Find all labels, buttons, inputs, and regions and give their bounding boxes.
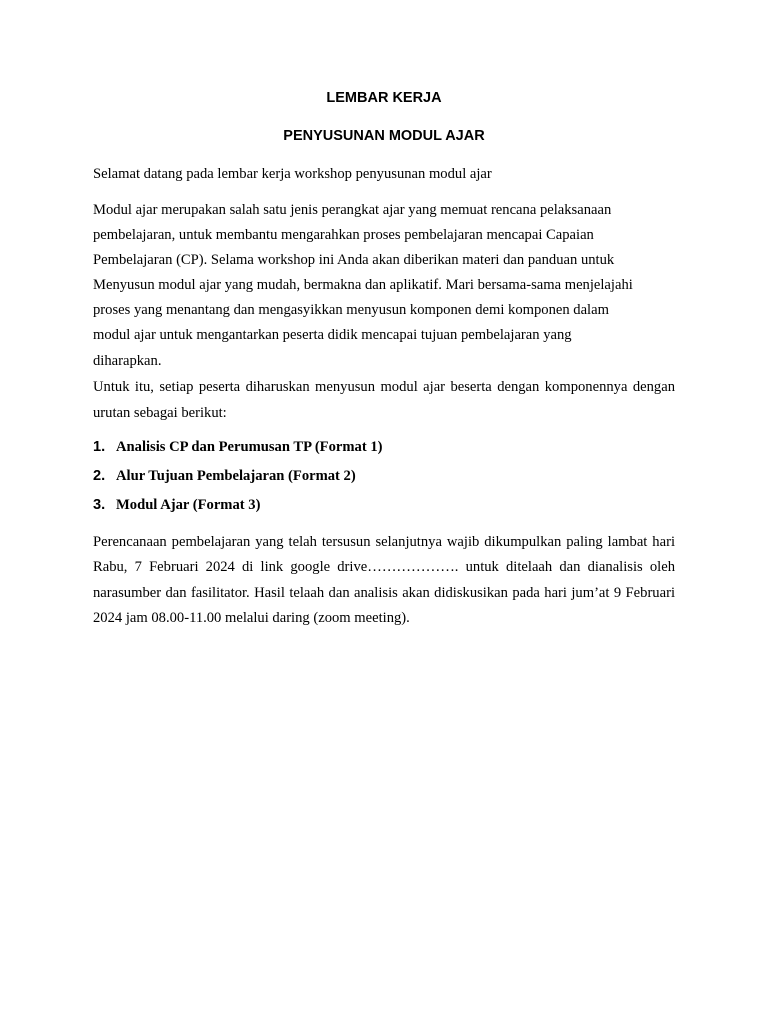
- welcome-paragraph: Selamat datang pada lembar kerja workshop penyusunan modul ajar: [93, 166, 492, 182]
- format-label: Analisis CP dan Perumusan TP (Format 1): [116, 439, 383, 455]
- format-label: Modul Ajar (Format 3): [116, 497, 261, 513]
- intro-line: diharapkan.: [93, 352, 162, 369]
- instruction-paragraph: Untuk itu, setiap peserta diharuskan menyusun modul ajar beserta dengan komponennya dengan urutan sebagai berikut:: [93, 379, 675, 421]
- intro-line: Modul ajar merupakan salah satu jenis perangkat ajar yang memuat rencana pelaksanaan: [93, 202, 612, 218]
- intro-line: modul ajar untuk mengantarkan peserta didik mencapai tujuan pembelajaran yang: [93, 327, 572, 344]
- format-list-item: [93, 494, 675, 523]
- list-number: 2.: [93, 468, 106, 484]
- list-number: 1.: [93, 439, 106, 455]
- intro-line: Menyusun modul ajar yang mudah, bermakna dan aplikatif. Mari bersama-sama menjelajahi: [93, 277, 633, 294]
- format-list-item: [93, 465, 675, 494]
- intro-line: pembelajaran, untuk membantu mengarahkan proses pembelajaran mencapai Capaian: [93, 227, 594, 244]
- list-number: 3.: [93, 497, 106, 513]
- format-label: Alur Tujuan Pembelajaran (Format 2): [116, 468, 356, 484]
- format-list: [93, 436, 675, 523]
- intro-line: Pembelajaran (CP). Selama workshop ini Anda akan diberikan materi dan panduan untuk: [93, 252, 615, 269]
- document-title: LEMBAR KERJA: [326, 90, 442, 106]
- closing-paragraph: Perencanaan pembelajaran yang telah tersusun selanjutnya wajib dikumpulkan paling lambat hari Rabu, 7 Februari 2024 di link google drive………………. untuk ditelaah dan dianalisis oleh narasumber dan fasilitator. Hasil telaah dan analisis akan didiskusikan pada hari jum’at 9 Februari 2024 jam 08.00-11.00 melalui daring (zoom meeting).: [93, 534, 675, 626]
- intro-paragraph: [93, 198, 675, 374]
- intro-line: proses yang menantang dan mengasyikkan menyusun komponen demi komponen dalam: [93, 302, 609, 319]
- format-list-item: [93, 436, 675, 465]
- document-subtitle: PENYUSUNAN MODUL AJAR: [283, 128, 485, 144]
